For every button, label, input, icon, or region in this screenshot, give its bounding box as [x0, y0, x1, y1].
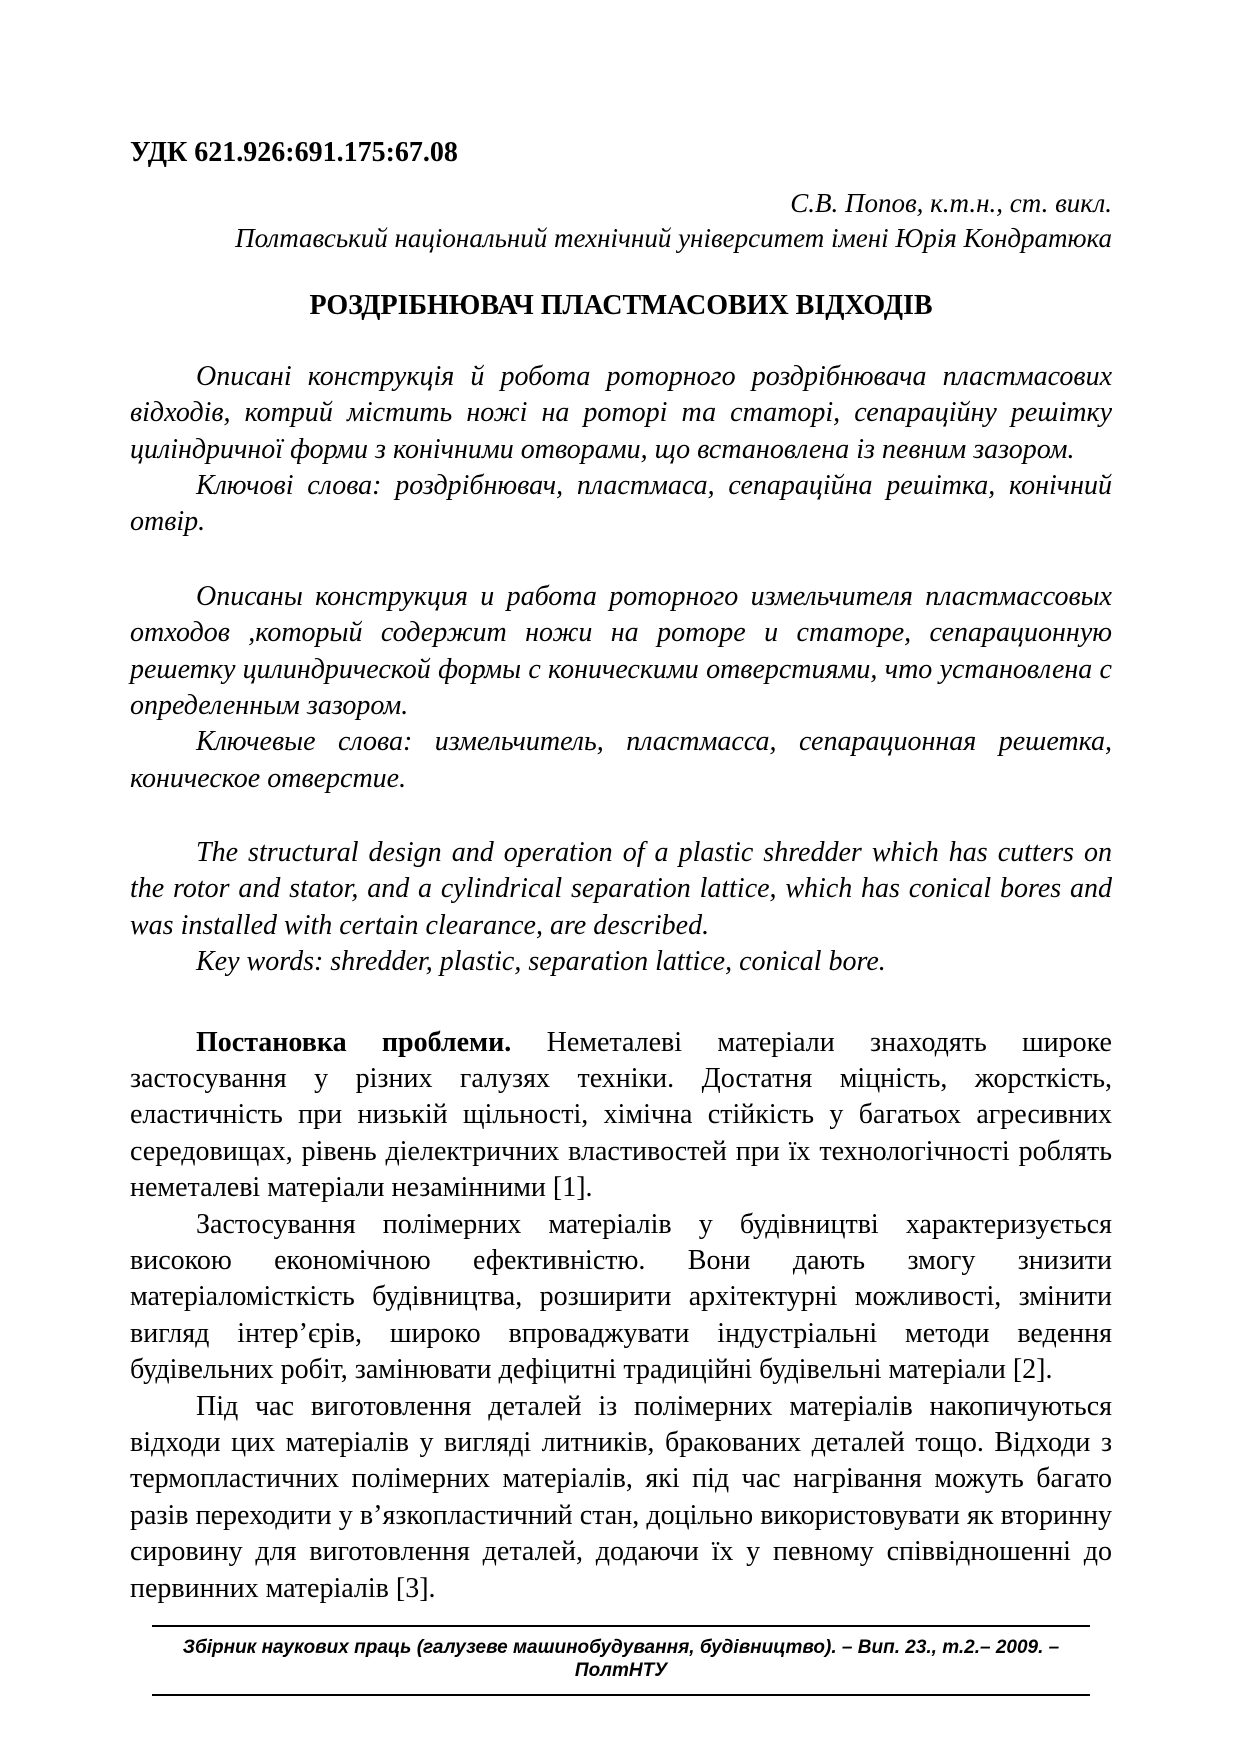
abstract-uk-body: Описані конструкція й робота роторного роздрібнювача пластмасових відходів, котрий містить ножі на роторі та статорі, сепараційну решітку циліндричної форми з конічними отворами, що встановлена із певним зазором. — [130, 360, 1112, 465]
paragraph-1-text: Неметалеві матеріали знаходять широке застосування у різних галузях техніки. Достатня міцність, жорсткість, еластичність при низькій щільності, хімічна стійкість у багатьох агресивних середовищах, рівень діелектричних властивостей при їх технологічності роблять неметалеві матеріали незамінними [1]. — [130, 1026, 1112, 1204]
article-title: РОЗДРІБНЮВАЧ ПЛАСТМАСОВИХ ВІДХОДІВ — [309, 289, 933, 321]
abstract-ru-body: Описаны конструкция и работа роторного измельчителя пластмассовых отходов ,который содержит ножи на роторе и статоре, сепарационную решетку цилиндрической формы с коническими отверстиями, что установлена с определенным зазором. — [130, 580, 1112, 721]
udc-number: УДК 621.926:691.175:67.08 — [130, 137, 458, 168]
journal-footer: Збірник наукових праць (галузеве машинобудування, будівництво). – Вип. 23., т.2.– 2009. – ПолтНТУ — [152, 1625, 1090, 1697]
body-paragraph-2: Застосування полімерних матеріалів у будівництві характеризується високою економічною ефективністю. Вони дають змогу знизити матеріаломісткість будівництва, розширити архітектурні можливості, змінити вигляд інтер’єрів, широко впроваджувати індустріальні методи ведення будівельних робіт, замінювати дефіцитні традиційні будівельні матеріали [2]. — [130, 1208, 1112, 1386]
body-paragraph-1 — [130, 1025, 1112, 1207]
author-line: С.В. Попов, к.т.н., ст. викл. — [790, 187, 1112, 218]
abstract-uk-keywords: Ключові слова: роздрібнювач, пластмаса, сепараційна решітка, конічний отвір. — [130, 469, 1112, 538]
abstract-en-keywords: Key words: shredder, plastic, separation lattice, conical bore. — [196, 946, 886, 978]
abstract-ru-keywords: Ключевые слова: измельчитель, пластмасса, сепарационная решетка, коническое отверстие. — [130, 726, 1112, 794]
byline-block — [130, 186, 1112, 256]
body-paragraph-3: Під час виготовлення деталей із полімерних матеріалів накопичуються відходи цих матеріалів у вигляді литників, бракованих деталей тощо. Відходи з термопластичних полімерних матеріалів, які під час нагрівання можуть багато разів переходити у в’язкопластичний стан, доцільно використовувати як вторинну сировину для виготовлення деталей, додаючи їх у певному співвідношенні до первинних матеріалів [3]. — [130, 1390, 1112, 1604]
affiliation-line: Полтавський національний технічний університет імені Юрія Кондратюка — [235, 222, 1112, 253]
paragraph-lead-heading: Постановка проблеми. — [196, 1026, 512, 1058]
abstract-en-body: The structural design and operation of a plastic shredder which has cutters on the rotor and stator, and a cylindrical separation lattice, which has conical bores and was installed with certain clearance, are described. — [130, 837, 1112, 941]
